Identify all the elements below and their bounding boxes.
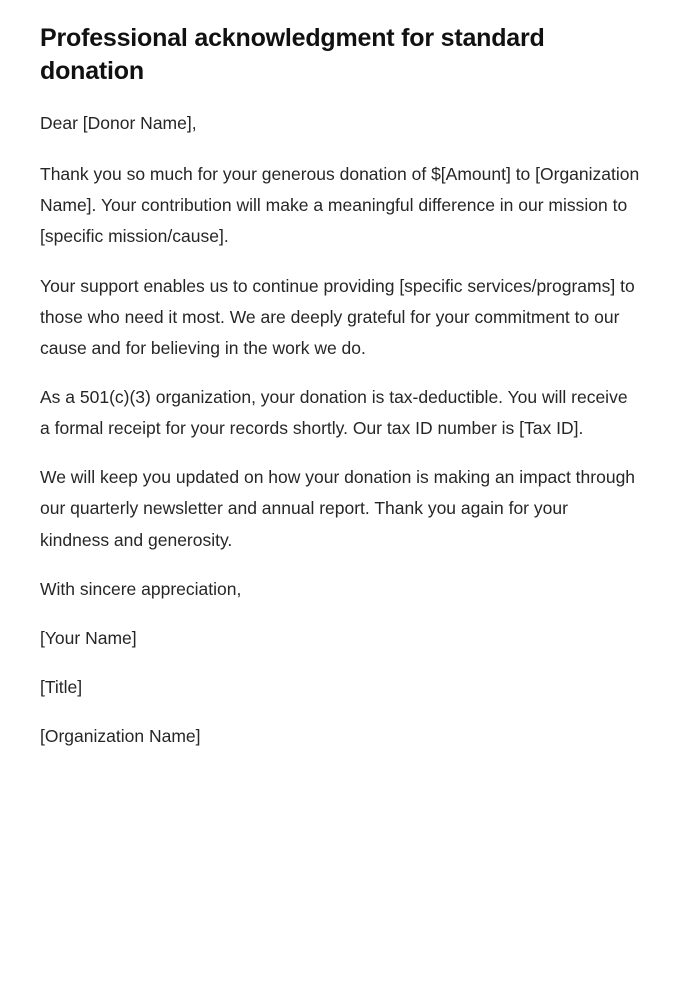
signature-organization: [Organization Name]	[40, 726, 201, 747]
body-paragraph-1: Thank you so much for your generous donation of $[Amount] to [Organization Name]. Your contribution will make a meaningful difference in our mission to [specific mission/cause].	[40, 164, 640, 247]
salutation-line: Dear [Donor Name],	[40, 113, 197, 133]
closing-line: With sincere appreciation,	[40, 578, 242, 599]
body-paragraph-2: Your support enables us to continue providing [specific services/programs] to those who need it most. We are deeply grateful for your commitment to our cause and for believing in the work we do.	[40, 275, 635, 358]
body-paragraph-4: We will keep you updated on how your donation is making an impact through our quarterly newsletter and annual report. Thank you again for your kindness and generosity.	[40, 467, 636, 550]
signature-title: [Title]	[40, 676, 83, 697]
page-title: Professional acknowledgment for standard donation	[40, 24, 545, 85]
body-paragraph-3: As a 501(c)(3) organization, your donation is tax-deductible. You will receive a formal receipt for your records shortly. Our tax ID number is [Tax ID].	[40, 386, 628, 439]
signature-block	[40, 623, 660, 752]
signature-name: [Your Name]	[40, 627, 137, 648]
